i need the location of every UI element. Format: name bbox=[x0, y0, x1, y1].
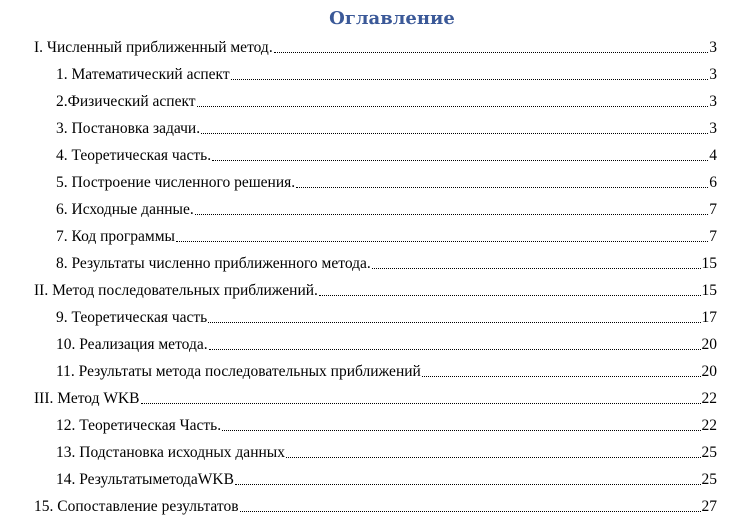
toc-title: Оглавление bbox=[329, 8, 455, 29]
toc-entry[interactable] bbox=[0, 412, 717, 439]
toc-entry-label: 10. Реализация метода. bbox=[56, 336, 208, 353]
toc-leader-dots bbox=[212, 159, 708, 161]
toc-entry-page-number: 15 bbox=[701, 282, 717, 299]
toc-entry[interactable] bbox=[0, 385, 717, 412]
toc-entry-label: 5. Построение численного решения. bbox=[56, 174, 296, 191]
toc-leader-dots bbox=[195, 213, 709, 215]
toc-entry-page-number: 20 bbox=[701, 363, 717, 380]
toc-entry[interactable] bbox=[0, 223, 717, 250]
toc-entry[interactable] bbox=[0, 358, 717, 385]
toc-entry-label: 4. Теоретическая часть. bbox=[56, 147, 212, 164]
toc-entry[interactable] bbox=[0, 493, 717, 520]
toc-entry-page-number: 17 bbox=[701, 309, 717, 326]
toc-entry-page-number: 22 bbox=[701, 417, 717, 434]
toc-entry-page-number: 22 bbox=[701, 390, 717, 407]
toc-entry[interactable] bbox=[0, 142, 717, 169]
toc-entry-label: 13. Подстановка исходных данных bbox=[56, 444, 285, 461]
toc-entry-label: 12. Теоретическая Часть. bbox=[56, 417, 222, 434]
toc-leader-dots bbox=[372, 267, 701, 269]
toc-entry[interactable] bbox=[0, 304, 717, 331]
toc-leader-dots bbox=[141, 402, 701, 404]
toc-entry-page-number: 7 bbox=[709, 228, 717, 245]
toc-list bbox=[0, 34, 744, 520]
toc-entry[interactable] bbox=[0, 169, 717, 196]
toc-entry-page-number: 4 bbox=[709, 147, 717, 164]
toc-entry[interactable] bbox=[0, 277, 717, 304]
toc-entry[interactable] bbox=[0, 34, 717, 61]
toc-entry-label: 6. Исходные данные. bbox=[56, 201, 194, 218]
toc-leader-dots bbox=[240, 510, 701, 512]
toc-entry[interactable] bbox=[0, 439, 717, 466]
toc-entry-page-number: 3 bbox=[709, 39, 717, 56]
toc-leader-dots bbox=[208, 321, 700, 323]
toc-entry-page-number: 6 bbox=[709, 174, 717, 191]
toc-leader-dots bbox=[209, 348, 701, 350]
toc-entry-label: 1. Математический аспект bbox=[56, 66, 230, 83]
toc-entry-page-number: 3 bbox=[709, 93, 717, 110]
toc-entry[interactable] bbox=[0, 115, 717, 142]
toc-entry-page-number: 3 bbox=[709, 66, 717, 83]
toc-entry-page-number: 25 bbox=[701, 471, 717, 488]
toc-leader-dots bbox=[231, 78, 709, 80]
toc-entry-label: 9. Теоретическая часть bbox=[56, 309, 208, 326]
toc-entry-label: 15. Сопоставление результатов bbox=[34, 498, 239, 515]
toc-leader-dots bbox=[235, 483, 701, 485]
toc-entry[interactable] bbox=[0, 196, 717, 223]
toc-entry-label: III. Метод WKB bbox=[34, 390, 140, 407]
toc-entry[interactable] bbox=[0, 61, 717, 88]
toc-entry-page-number: 20 bbox=[701, 336, 717, 353]
toc-entry-page-number: 27 bbox=[701, 498, 717, 515]
toc-entry-label: 14. РезультатыметодаWKB bbox=[56, 471, 234, 488]
toc-leader-dots bbox=[296, 186, 708, 188]
toc-entry[interactable] bbox=[0, 466, 717, 493]
toc-leader-dots bbox=[197, 105, 709, 107]
toc-entry[interactable] bbox=[0, 331, 717, 358]
toc-entry-label: I. Численный приближенный метод. bbox=[34, 39, 273, 56]
toc-leader-dots bbox=[274, 51, 709, 53]
toc-leader-dots bbox=[222, 429, 700, 431]
toc-entry-label: II. Метод последовательных приближений. bbox=[34, 282, 318, 299]
toc-entry-label: 11. Результаты метода последовательных приближений bbox=[56, 363, 421, 380]
toc-entry[interactable] bbox=[0, 88, 717, 115]
toc-leader-dots bbox=[286, 456, 701, 458]
toc-entry-page-number: 25 bbox=[701, 444, 717, 461]
toc-entry-page-number: 7 bbox=[709, 201, 717, 218]
toc-entry-label: 7. Код программы bbox=[56, 228, 175, 245]
toc-entry-page-number: 15 bbox=[701, 255, 717, 272]
toc-leader-dots bbox=[201, 132, 708, 134]
toc-leader-dots bbox=[176, 240, 708, 242]
toc-entry-label: 3. Постановка задачи. bbox=[56, 120, 201, 137]
toc-leader-dots bbox=[319, 294, 701, 296]
toc-entry[interactable] bbox=[0, 250, 717, 277]
toc-entry-label: 8. Результаты численно приближенного метода. bbox=[56, 255, 371, 272]
toc-leader-dots bbox=[422, 375, 701, 377]
toc-entry-page-number: 3 bbox=[709, 120, 717, 137]
toc-entry-label: 2.Физический аспект bbox=[56, 93, 196, 110]
